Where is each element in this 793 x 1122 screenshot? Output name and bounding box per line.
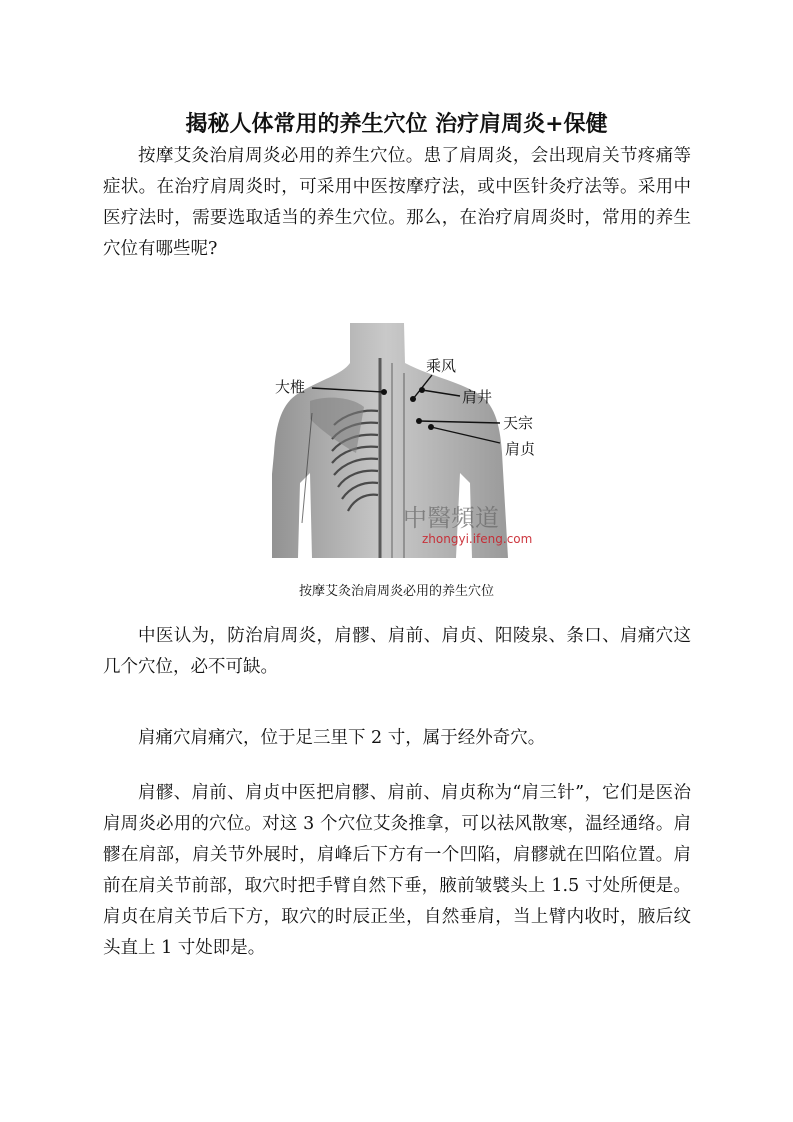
paragraph-tcm-view: 中医认为，防治肩周炎，肩髎、肩前、肩贞、阳陵泉、条口、肩痛穴这几个穴位，必不可缺。 (103, 626, 691, 677)
watermark-url: zhongyi.ifeng.com (422, 532, 533, 546)
intro-paragraph: 按摩艾灸治肩周炎必用的养生穴位。患了肩周炎，会出现肩关节疼痛等症状。在治疗肩周炎时，可采用中医按摩疗法，或中医针灸疗法等。采用中医疗法时，需要选取适当的养生穴位。那么，在治疗肩周炎时，常用的养生穴位有哪些呢? (103, 146, 691, 259)
label-jianzhen: 肩贞 (505, 440, 536, 458)
paragraph-three-shoulder-needles: 肩髎、肩前、肩贞中医把肩髎、肩前、肩贞称为“肩三针”，它们是医治肩周炎必用的穴位。对这 3 个穴位艾灸推拿，可以祛风散寒，温经通络。肩髎在肩部，肩关节外展时，肩峰后下方有一个凹陷，肩髎就在凹陷位置。肩前在肩关节前部，取穴时把手臂自然下垂，腋前皱襞头上 1.5 寸处所便是。肩贞在肩关节后下方，取穴的时辰正坐，自然垂肩，当上臂内收时，腋后纹头直上 1 寸处即是。 (103, 783, 691, 958)
acupoint-figure (272, 323, 547, 558)
watermark-chinese: 中醫頻道 (403, 504, 499, 532)
paragraph-jiantong-point: 肩痛穴肩痛穴，位于足三里下 2 寸，属于经外奇穴。 (138, 728, 546, 748)
figure-caption: 按摩艾灸治肩周炎必用的养生穴位 (298, 584, 494, 599)
label-jianjing: 肩井 (462, 388, 493, 406)
label-chengfeng: 乘风 (426, 357, 457, 375)
label-tianzong: 天宗 (503, 414, 534, 432)
article-title: 揭秘人体常用的养生穴位 治疗肩周炎+保健 (185, 110, 608, 137)
label-dazhui: 大椎 (275, 378, 306, 396)
